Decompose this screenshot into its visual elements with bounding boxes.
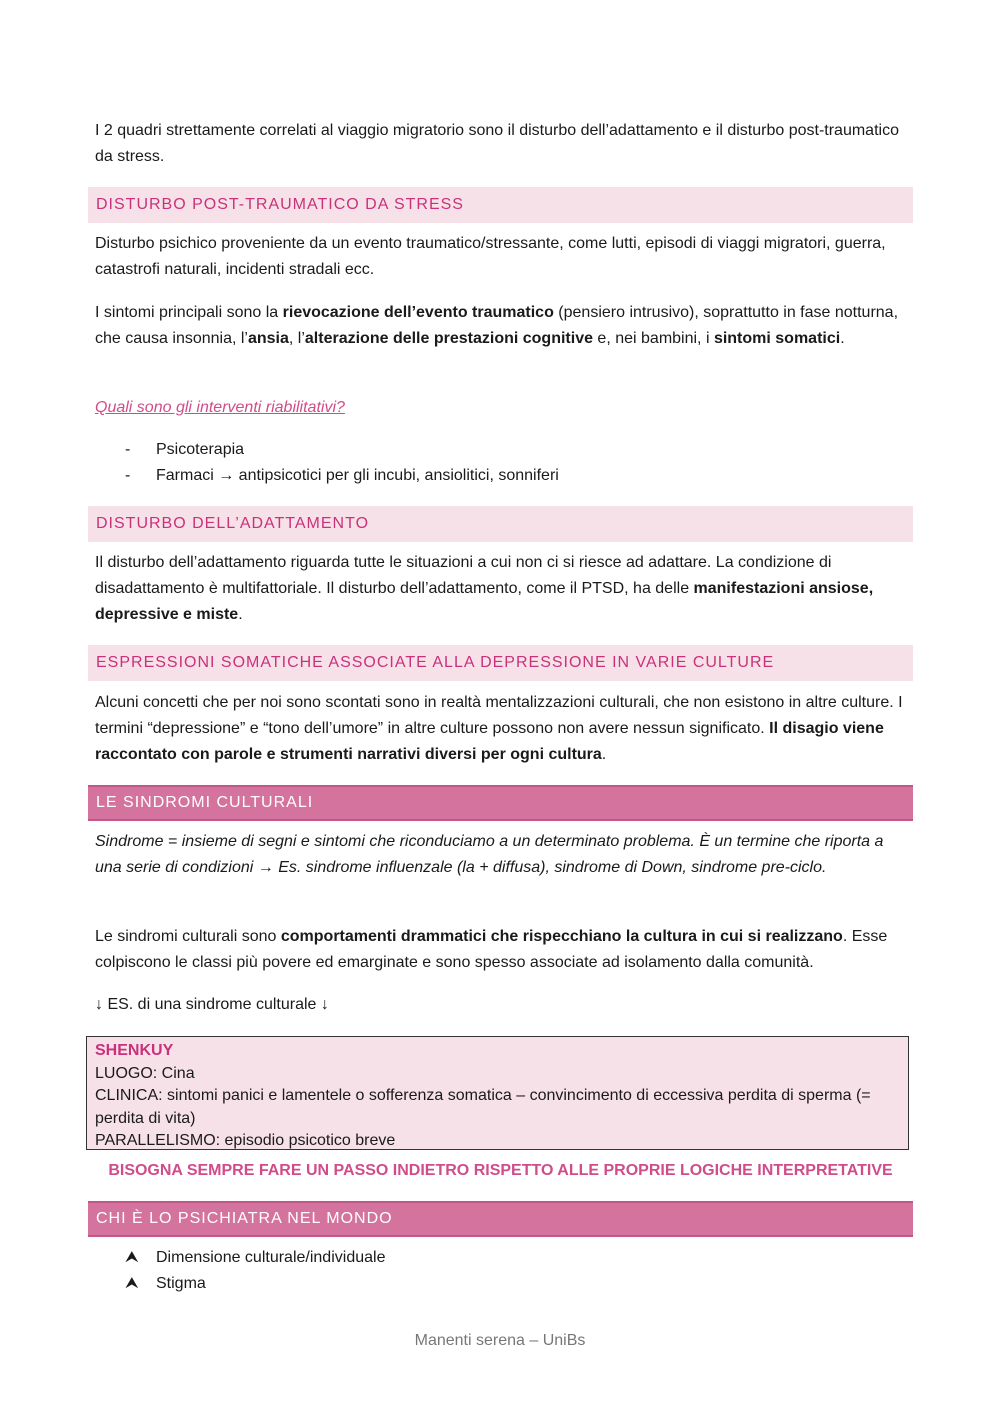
arrowhead-bullet-icon: ⮝ — [125, 1275, 139, 1292]
box-parallelismo: PARALLELISMO: episodio psicotico breve — [95, 1132, 396, 1149]
heading-ptsd: DISTURBO POST-TRAUMATICO DA STRESS — [88, 187, 913, 223]
question-link[interactable]: Quali sono gli interventi riabilitativi? — [95, 399, 345, 416]
interventions-list — [95, 437, 907, 489]
list-item: ⮝ Dimensione culturale/individuale — [95, 1245, 907, 1271]
heading-sindromi: LE SINDROMI CULTURALI — [88, 785, 913, 821]
adattamento-paragraph: Il disturbo dell’adattamento riguarda tutte le situazioni a cui non ci si riesce ad adattare. La condizione di disadattamento è multifattoriale. Il disturbo dell’adattamento, come il PTSD, ha delle manifestazioni ansiose, depressive e miste. — [95, 554, 874, 623]
arrowhead-bullet-icon: ⮝ — [125, 1249, 139, 1266]
example-label: ↓ ES. di una sindrome culturale ↓ — [95, 996, 329, 1013]
psichiatra-list — [95, 1245, 907, 1297]
heading-adattamento: DISTURBO DELL’ADATTAMENTO — [88, 506, 913, 542]
sindromi-paragraph: Le sindromi culturali sono comportamenti drammatici che rispecchiano la cultura in cui si realizzano. Esse colpiscono le classi più povere ed emarginate e sono spesso associate ad isolamento dalla comunità. — [95, 928, 888, 971]
heading-espressioni: ESPRESSIONI SOMATICHE ASSOCIATE ALLA DEPRESSIONE IN VARIE CULTURE — [88, 645, 913, 681]
ptsd-paragraph-2: I sintomi principali sono la rievocazione dell’evento traumatico (pensiero intrusivo), soprattutto in fase notturna, che causa insonnia, l’ansia, l’alterazione delle prestazioni cognitive e, nei bambini, i sintomi somatici. — [95, 304, 899, 347]
list-item: - Psicoterapia — [95, 437, 907, 463]
shenkuy-box — [86, 1036, 909, 1150]
list-item: - Farmaci → antipsicotici per gli incubi, ansiolitici, sonniferi — [95, 463, 907, 489]
dash-marker: - — [125, 441, 131, 458]
espressioni-paragraph: Alcuni concetti che per noi sono scontati sono in realtà mentalizzazioni culturali, che non esistono in altre culture. I termini “depressione” e “tono dell’umore” in altre culture possono non avere nessun significato. Il disagio viene raccontato con parole e strumenti narrativi diversi per ogni cultura. — [95, 694, 903, 763]
highlight-banner: BISOGNA SEMPRE FARE UN PASSO INDIETRO RISPETTO ALLE PROPRIE LOGICHE INTERPRETATIVE — [108, 1162, 893, 1179]
intro-paragraph: I 2 quadri strettamente correlati al viaggio migratorio sono il disturbo dell’adattamento e il disturbo post-traumatico da stress. — [95, 122, 899, 165]
dash-marker: - — [125, 467, 131, 484]
sindrome-definition: Sindrome = insieme di segni e sintomi che riconduciamo a un determinato problema. È un termine che riporta a una serie di condizioni → Es. sindrome influenzale (la + diffusa), sindrome di Down, sindrome pre-ciclo. — [95, 833, 884, 876]
page-footer: Manenti serena – UniBs — [414, 1332, 586, 1349]
list-item: ⮝ Stigma — [95, 1271, 907, 1297]
heading-psichiatra: CHI È LO PSICHIATRA NEL MONDO — [88, 1201, 913, 1237]
box-clinica: CLINICA: sintomi panici e lamentele o sofferenza somatica – convincimento di eccessiva perdita di sperma (= perdita di vita) — [95, 1087, 871, 1127]
box-luogo: LUOGO: Cina — [95, 1064, 195, 1082]
ptsd-paragraph-1: Disturbo psichico proveniente da un evento traumatico/stressante, come lutti, episodi di viaggi migratori, guerra, catastrofi naturali, incidenti stradali ecc. — [95, 235, 886, 278]
box-title: SHENKUY — [95, 1042, 174, 1059]
